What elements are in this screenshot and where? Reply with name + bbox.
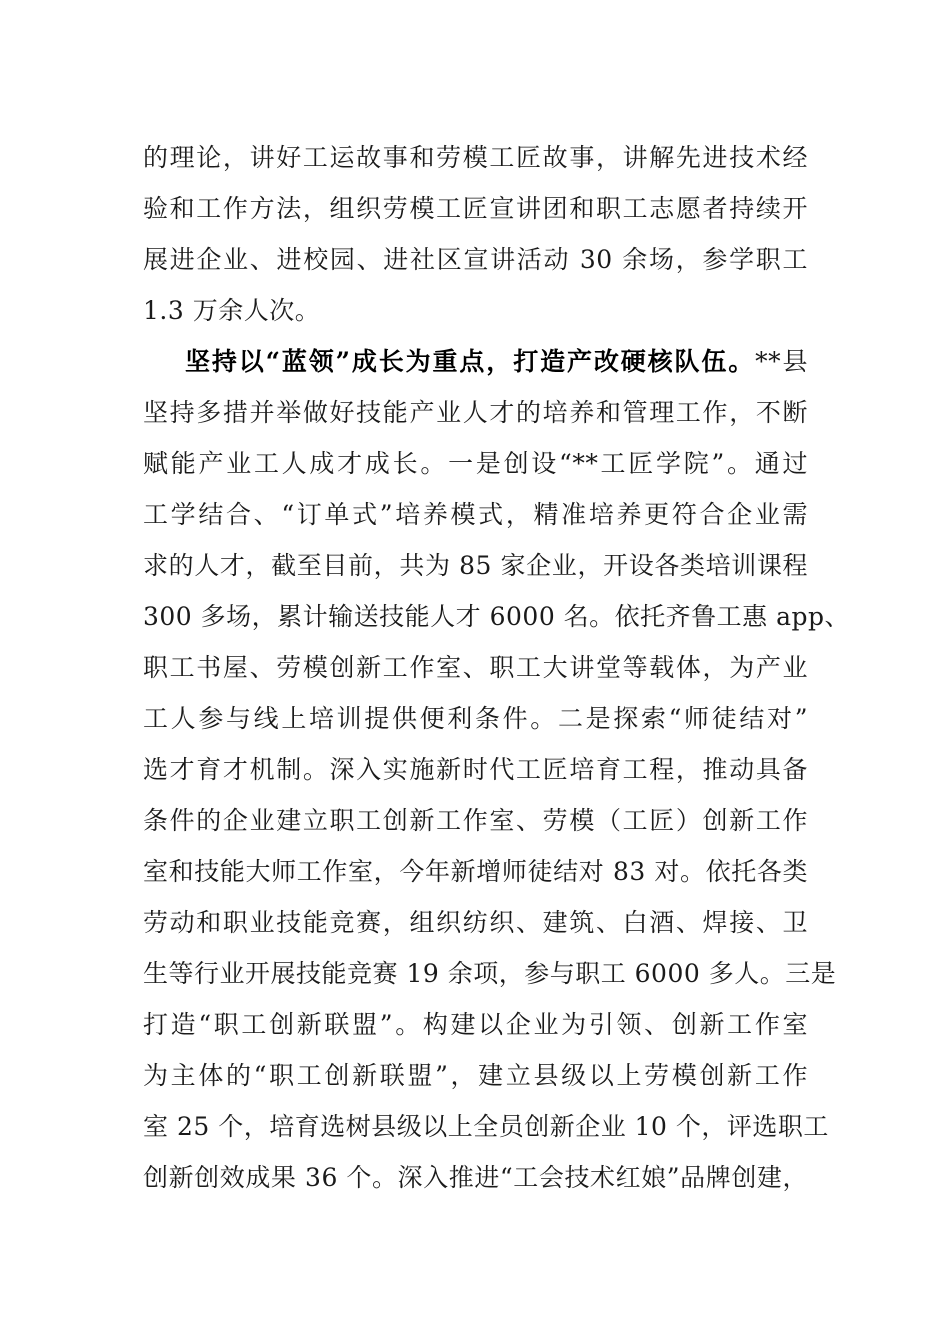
paragraph-blue-collar bbox=[143, 336, 851, 1203]
paragraph-line: 展进企业、进校园、进社区宣讲活动 30 余场，参学职工 bbox=[143, 245, 808, 274]
paragraph-line: 条件的企业建立职工创新工作室、劳模（工匠）创新工作 bbox=[143, 806, 808, 835]
paragraph-line: 创新创效成果 36 个。深入推进“工会技术红娘”品牌创建， bbox=[143, 1163, 808, 1192]
paragraph-line: 劳动和职业技能竞赛，组织纺织、建筑、白酒、焊接、卫 bbox=[143, 908, 808, 937]
paragraph-line: 验和工作方法，组织劳模工匠宣讲团和职工志愿者持续开 bbox=[143, 194, 808, 223]
paragraph-line: 的理论，讲好工运故事和劳模工匠故事，讲解先进技术经 bbox=[143, 143, 808, 172]
paragraph-line: 为主体的“职工创新联盟”，建立县级以上劳模创新工作 bbox=[143, 1061, 808, 1090]
paragraph-line: 工人参与线上培训提供便利条件。二是探索“师徒结对” bbox=[143, 704, 808, 733]
paragraph-line: 打造“职工创新联盟”。构建以企业为引领、创新工作室 bbox=[143, 1010, 808, 1039]
paragraph-line: 职工书屋、劳模创新工作室、职工大讲堂等载体，为产业 bbox=[143, 653, 808, 682]
paragraph-line: 赋能产业工人成才成长。一是创设“**工匠学院”。通过 bbox=[143, 449, 808, 478]
paragraph-line: 工学结合、“订单式”培养模式，精准培养更符合企业需 bbox=[143, 500, 808, 529]
paragraph-line: 300 多场，累计输送技能人才 6000 名。依托齐鲁工惠 app、 bbox=[143, 602, 851, 631]
paragraph-line: 求的人才，截至目前，共为 85 家企业，开设各类培训课程 bbox=[143, 551, 808, 580]
paragraph-lead-line bbox=[143, 336, 808, 387]
paragraph-lead-rest: **县 bbox=[755, 347, 808, 376]
paragraph-line: 坚持多措并举做好技能产业人才的培养和管理工作，不断 bbox=[143, 398, 808, 427]
paragraph-lead-heading: 坚持以“蓝领”成长为重点，打造产改硬核队伍。 bbox=[185, 347, 756, 376]
paragraph-line: 1.3 万余人次。 bbox=[143, 296, 321, 325]
paragraph-line: 选才育才机制。深入实施新时代工匠培育工程，推动具备 bbox=[143, 755, 808, 784]
paragraph-line: 室和技能大师工作室，今年新增师徒结对 83 对。依托各类 bbox=[143, 857, 808, 886]
paragraph-line: 生等行业开展技能竞赛 19 余项，参与职工 6000 多人。三是 bbox=[143, 959, 837, 988]
paragraph-continuation bbox=[143, 132, 808, 336]
paragraph-line: 室 25 个，培育选树县级以上全员创新企业 10 个，评选职工 bbox=[143, 1112, 829, 1141]
